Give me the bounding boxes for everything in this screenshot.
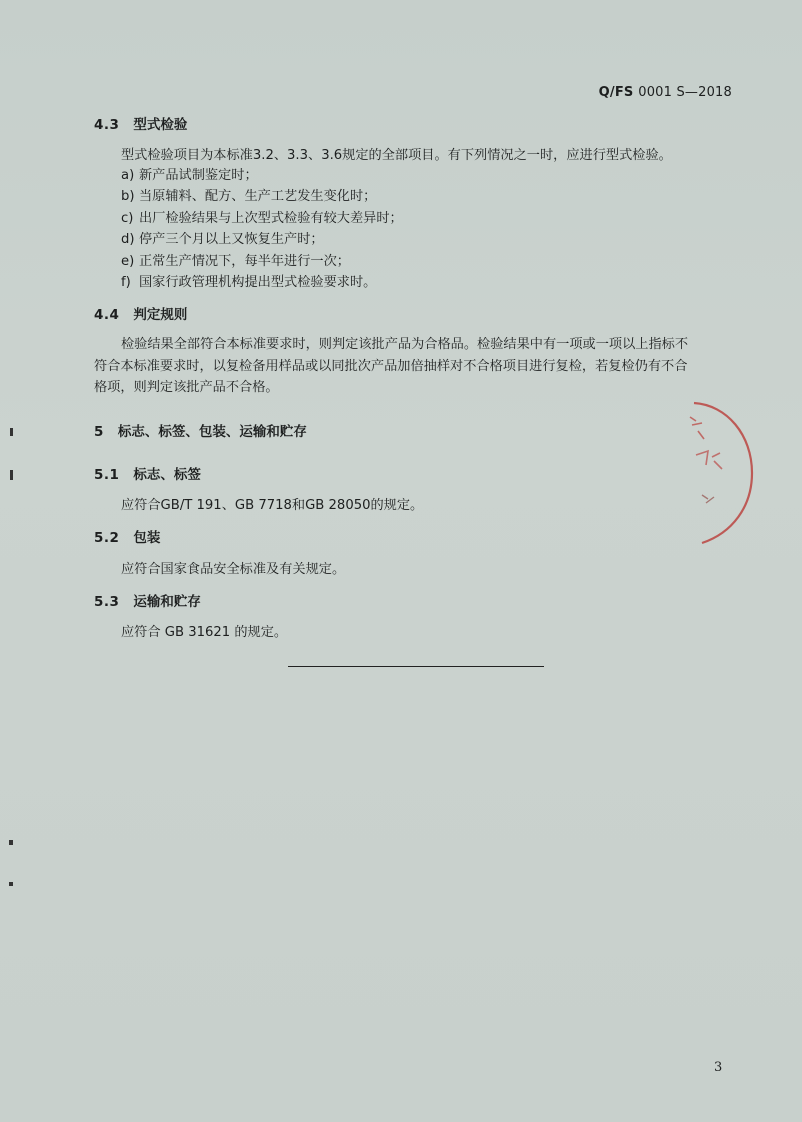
paragraph-line: 格项，则判定该批产品不合格。 [94,380,279,395]
section-4-4-heading [94,305,187,325]
section-title: 包装 [133,530,161,546]
section-number: 4.3 [94,117,120,133]
section-5-3-text: 应符合 GB 31621 的规定。 [121,625,288,640]
seal-stamp-icon [672,395,767,550]
list-item: f) 国家行政管理机构提出型式检验要求时。 [121,275,377,290]
page-number: 3 [714,1060,723,1075]
section-number: 5 [94,424,104,440]
section-title: 运输和贮存 [133,594,201,610]
code-prefix: Q/FS [598,85,634,100]
scan-mark [9,882,13,886]
list-item: a) 新产品试制鉴定时； [121,168,258,183]
section-title: 型式检验 [133,117,188,133]
section-title: 判定规则 [133,307,188,323]
section-4-3-intro: 型式检验项目为本标准3.2、3.3、3.6规定的全部项目。有下列情况之一时，应进行型式检验。 [121,148,672,163]
section-5-1-heading [94,465,201,485]
section-5-3-heading [94,592,201,612]
list-item: b) 当原辅料、配方、生产工艺发生变化时； [121,189,377,204]
section-title: 标志、标签 [133,467,201,483]
document-code [599,85,732,100]
list-item: d) 停产三个月以上又恢复生产时； [121,232,324,247]
section-5-2-heading [94,528,160,548]
scan-mark [10,470,13,480]
section-5-1-text: 应符合GB/T 191、GB 7718和GB 28050的规定。 [121,498,424,513]
section-number: 5.1 [94,467,120,483]
section-5-2-text: 应符合国家食品安全标准及有关规定。 [121,562,346,577]
scan-mark [9,840,13,845]
section-title: 标志、标签、包装、运输和贮存 [117,424,307,440]
end-rule [288,666,544,667]
code-number: 0001 S—2018 [638,85,732,100]
section-5-heading [94,422,307,442]
section-number: 4.4 [94,307,120,323]
section-number: 5.3 [94,594,120,610]
paragraph-line: 检验结果全部符合本标准要求时，则判定该批产品为合格品。检验结果中有一项或一项以上指标不 [121,337,689,352]
section-number: 5.2 [94,530,120,546]
section-4-3-heading [94,115,187,135]
list-item: c) 出厂检验结果与上次型式检验有较大差异时； [121,211,403,226]
scan-mark [10,428,13,436]
paragraph-line: 符合本标准要求时，以复检备用样品或以同批次产品加倍抽样对不合格项目进行复检，若复检仍有不合 [94,359,688,374]
list-item: e) 正常生产情况下，每半年进行一次； [121,254,350,269]
